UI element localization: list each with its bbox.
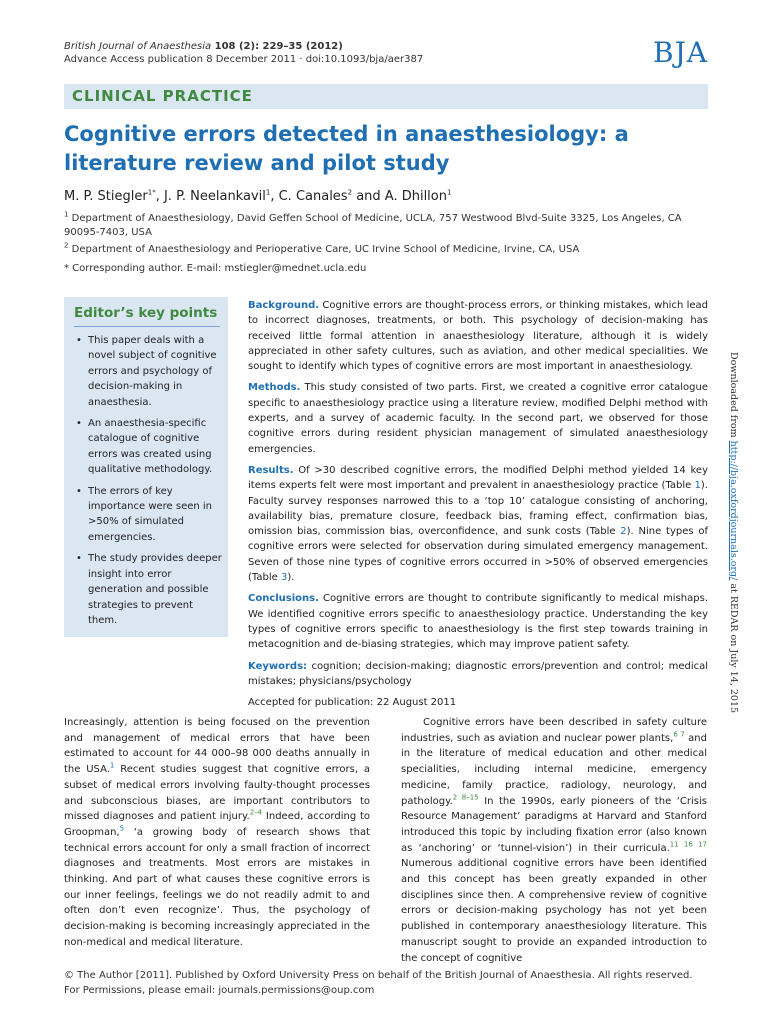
keywords [248,659,708,690]
body-text: ‘a growing body of research shows that technical errors account for only a small fraction of incorrect diagnoses and treatments. Most errors are mistakes in thinking. And part of what causes these cognitive errors is our inner feelings, feelings we do not readily admit to and often don’t even recognize’. Thus, the psychology of decision-making is becoming increasingly appreciated in the non-medical and medical literature. [64,826,370,948]
body-paragraph [64,715,370,951]
download-note [728,352,739,712]
editors-key-points-box [64,297,228,637]
key-point-text: This paper deals with a novel subject of cognitive errors and psychology of decision-making in anaesthesia. [88,335,217,408]
affiliation-sup: 1 [64,210,69,219]
citation-link[interactable]: 2–4 [249,808,263,817]
abstract-methods [248,380,708,456]
access-line: Advance Access publication 8 December 2011 · doi:10.1093/bja/aer387 [64,54,424,65]
abstract-text: Cognitive errors are thought-process errors, or thinking mistakes, which lead to incorrect diagnoses, treatments, or both. This psychology of decision-making has received little formal attention in anaesthesiology literature, although it is widely appreciated in other safety cultures, such as aviation, and other medical specialities. We sought to identify which types of cognitive errors are most important in anaesthesiology. [248,300,708,373]
author-name: , J. P. Neelankavil [155,189,266,204]
section-label: CLINICAL PRACTICE [72,87,253,105]
journal-name: British Journal of Anaesthesia [64,41,212,52]
permissions-line: For Permissions, please email: journals.permissions@oup.com [64,985,375,996]
body-text: In the 1990s, early pioneers of the ‘Crisis Resource Management’ paradigms at Harvard and Stanford introduced this topic by including fixation error (also known as ‘anchoring’ or ‘tunnel-vision’) in their curricula. [401,795,707,854]
key-point-item [74,333,224,410]
article-title: Cognitive errors detected in anaesthesiology: a literature review and pilot study [64,122,629,175]
bullet-icon: • [76,485,82,497]
key-point-text: The study provides deeper insight into error generation and possible strategies to prevent them. [88,553,222,626]
author-name: , C. Canales [270,189,348,204]
body-text: Recent studies suggest that cognitive errors, a subset of medical errors involving faulty-thought processes and subconscious biases, are important contributors to missed diagnoses and patient injury. [64,764,370,823]
key-points-list [74,333,224,634]
abstract-text: ). Faculty survey responses narrowed this to a ‘top 10’ catalogue consisting of anchoring, availability bias, premature closure, feedback bias, framing effect, confirmation bias, omission bias, commission bias, overconfidence, and sunk costs (Table [248,480,708,538]
keywords-text: cognition; decision-making; diagnostic errors/prevention and control; medical mistakes; physicians/psychology [248,660,708,687]
journal-citation [64,40,343,53]
citation-link[interactable]: 6 7 [673,730,685,739]
download-prefix: Downloaded from [728,352,739,441]
body-column-left [64,715,370,951]
key-point-text: An anaesthesia-specific catalogue of cognitive errors was created using qualitative methodology. [88,418,213,476]
abstract-text: Cognitive errors are thought to contribute significantly to medical mishaps. We identified cognitive errors specific to anaesthesiology practice. Understanding the key types of cognitive errors specific to anaesthesiology is the first step towards training in metacognition and de-biasing strategies, which may improve patient safety. [248,593,708,651]
body-paragraph [401,715,707,966]
table-3-link[interactable]: 3 [280,572,288,584]
key-point-item [74,551,224,628]
abstract-results [248,463,708,585]
abstract-heading: Results. [248,464,294,476]
citation-link[interactable]: 2 8–15 [452,793,479,802]
body-text: Indeed, according to Groopman, [64,811,371,838]
key-point-item [74,416,224,478]
corresponding-author: * Corresponding author. E-mail: mstiegler@mednet.ucla.edu [64,263,367,274]
author-sup: 2 [347,188,353,197]
table-1-link[interactable]: 1 [694,480,701,492]
abstract-heading: Conclusions. [248,593,319,605]
abstract-text: ). [287,572,295,584]
bullet-icon: • [76,418,82,430]
bullet-icon: • [76,335,82,346]
key-points-heading: Editor’s key points [74,305,218,321]
body-text: and in the literature of medical education and other medical specialities, including internal medicine, emergency medicine, family practice, radiology, neurology, and pathology. [401,732,707,807]
affiliation-1 [64,212,714,240]
abstract-conclusions [248,591,708,652]
abstract-text: ). Nine types of cognitive errors were selected for observation during simulated emergency management. Seven of those nine types of cognitive errors occurred in >50% of observed emergencies (Table [248,526,708,584]
author-list [64,189,451,204]
author-sup: 1 [265,188,271,197]
key-point-text: The errors of key importance were seen in >50% of simulated emergencies. [88,485,213,543]
volume-issue: 108 (2): 229–35 (2012) [211,41,343,52]
body-text: Cognitive errors have been described in safety culture industries, such as aviation and nuclear power plants, [401,717,707,744]
accepted-date: Accepted for publication: 22 August 2011 [248,697,457,709]
download-link[interactable]: http://bja.oxfordjournals.org/ [728,440,739,581]
bja-logo: BJA [653,36,709,69]
footer [64,968,693,998]
body-text: Numerous additional cognitive errors have been identified and this concept has been greatly expanded in other disciplines since then. A comprehensive review of cognitive errors or decision-making psychology has not yet been published in contemporary anaesthesiology literature. This manuscript sought to provide an expanded introduction to the concept of cognitive [401,858,707,964]
abstract-heading: Methods. [248,382,301,394]
table-2-link[interactable]: 2 [620,526,627,538]
affiliation-2 [64,243,714,257]
author-name: and A. Dhillon [352,189,447,204]
abstract [248,298,708,716]
abstract-heading: Background. [248,300,320,311]
key-point-item [74,484,224,546]
bullet-icon: • [76,553,82,565]
keywords-heading: Keywords: [248,660,308,672]
body-column-right [401,715,707,966]
affiliation-text: Department of Anaesthesiology and Perioperative Care, UC Irvine School of Medicine, Irvine, CA, USA [68,244,580,255]
download-suffix: at REDAR on July 14, 2015 [728,580,739,714]
author-name: M. P. Stiegler [64,189,148,204]
abstract-text: This study consisted of two parts. First, we created a cognitive error catalogue specific to anaesthesiology practice using a literature review, modified Delphi method with experts, and a survey of academic faculty. In the second part, we observed for those cognitive errors during resident physician management of simulated anaesthesiology emergencies. [248,382,708,455]
copyright-line: © The Author [2011]. Published by Oxford University Press on behalf of the British Journal of Anaesthesia. All rights reserved. [64,970,693,981]
author-sup: 1* [147,188,156,197]
key-points-divider [74,326,220,327]
citation-link[interactable]: 5 [119,824,125,833]
abstract-background [248,298,708,374]
affiliation-sup: 2 [64,241,69,250]
body-text: Increasingly, attention is being focused on the prevention and management of medical errors that have been estimated to account for 44 000–98 000 deaths annually in the USA. [64,717,370,776]
author-sup: 1 [447,188,452,197]
citation-link[interactable]: 11 16 17 [669,840,707,849]
citation-link[interactable]: 1 [109,761,115,770]
section-banner [64,84,708,109]
abstract-text: Of >30 described cognitive errors, the modified Delphi method yielded 14 key items experts felt were most important and prevalent in anaesthesiology practice (Table [248,464,708,492]
affiliation-text: Department of Anaesthesiology, David Geffen School of Medicine, UCLA, 757 Westwood Blvd-Suite 3325, Los Angeles, CA 90095-7403, USA [64,213,682,238]
